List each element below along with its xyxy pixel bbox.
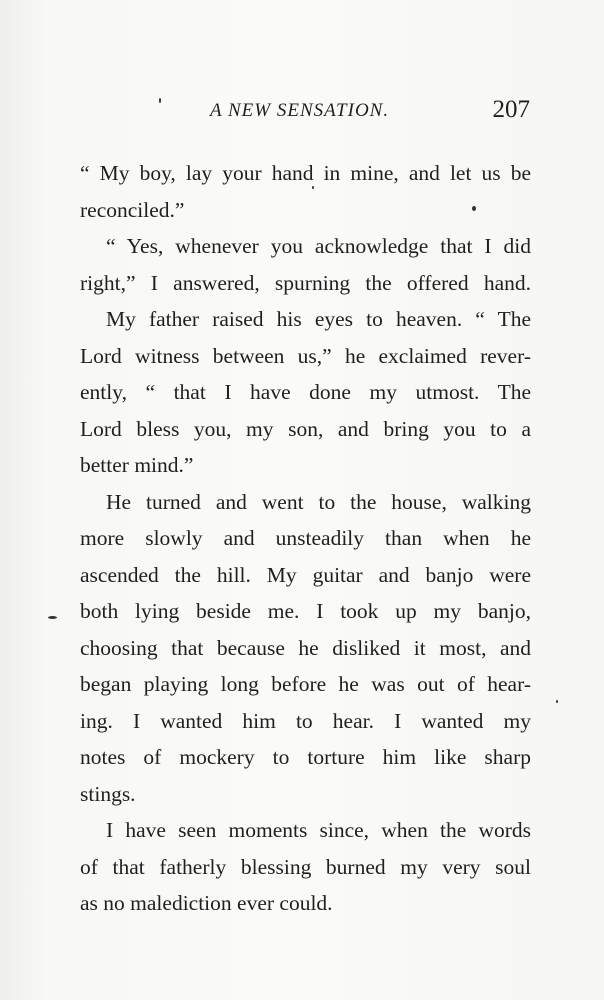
text-line: He turned and went to the house, walking <box>106 489 531 514</box>
text-line: ently, “ that I have done my utmost. The <box>80 380 531 404</box>
running-title: A NEW SENSATION. <box>210 100 390 121</box>
text-line: Lord witness between us,” he exclaimed rever- <box>80 343 531 368</box>
text-line: as no malediction ever could. <box>80 891 333 915</box>
ink-speck <box>48 616 57 619</box>
text-line: “ My boy, lay your hand in mine, and let us be <box>80 161 531 185</box>
text-line: of that fatherly blessing burned my very soul <box>80 854 531 879</box>
text-line: began playing long before he was out of hear- <box>80 672 531 696</box>
body-text <box>80 155 531 922</box>
text-line: reconciled.” <box>80 197 185 222</box>
text-line: both lying beside me. I took up my banjo, <box>80 599 531 623</box>
ink-speck <box>312 186 314 189</box>
text-line: more slowly and unsteadily than when he <box>80 526 531 550</box>
text-line: ascended the hill. My guitar and banjo were <box>80 562 531 587</box>
page-number: 207 <box>492 96 530 123</box>
text-line: “ Yes, whenever you acknowledge that I did <box>106 234 531 258</box>
text-line: choosing that because he disliked it most, and <box>80 635 531 660</box>
ink-speck <box>556 700 558 703</box>
text-line: Lord bless you, my son, and bring you to a <box>80 416 531 441</box>
text-line: right,” I answered, spurning the offered hand. <box>80 270 531 295</box>
text-line: better mind.” <box>80 453 194 477</box>
text-line: ing. I wanted him to hear. I wanted my <box>80 708 531 733</box>
text-line: My father raised his eyes to heaven. “ The <box>106 307 531 331</box>
text-line: stings. <box>80 781 136 806</box>
running-head <box>80 96 530 132</box>
text-line: notes of mockery to torture him like sharp <box>80 745 531 769</box>
ink-speck <box>159 98 161 103</box>
text-line: I have seen moments since, when the words <box>106 818 531 842</box>
ink-speck <box>472 206 476 211</box>
